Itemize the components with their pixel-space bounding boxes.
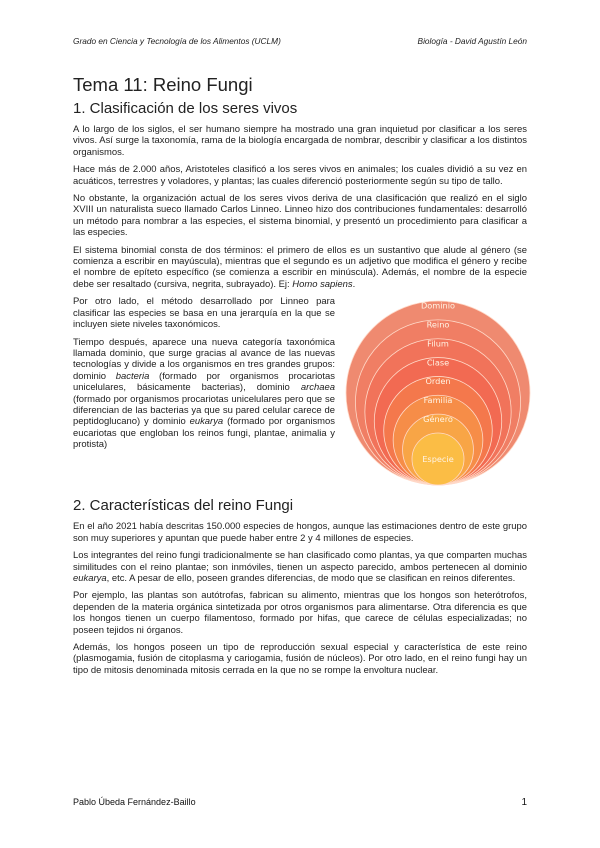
figure-wrap <box>73 296 527 494</box>
level-label-especie: Especie <box>422 454 454 465</box>
page-header <box>73 36 527 50</box>
paragraph: En el año 2021 había descritas 150.000 especies de hongos, aunque las estimaciones dentro de este grupo son muy superiores y apuntan que puede haber entre 2 y 4 millones de especies. <box>73 521 527 544</box>
species-example: Homo sapiens <box>292 278 353 290</box>
paragraph: Hace más de 2.000 años, Aristoteles clasificó a los seres vivos en animales; los cuales dividió a su vez en acuáticos, terrestres y voladores, y plantas; las cuales diferenció posteriormente según su tipo de tallo. <box>73 164 527 187</box>
level-label-reino: Reino <box>426 319 450 330</box>
page-footer <box>73 797 527 813</box>
level-label-dominio: Dominio <box>420 300 456 311</box>
paragraph: Tiempo después, aparece una nueva categoría taxonómica llamada dominio, que surge gracias al avance de las nuevas tecnologías y divide a los organismos en tres grandes grupos: dominio bacteria (formado por organismos procariotas unicelulares, básicamente bacterias), dominio archaea (formado por organismos procariotas unicelulares pero que se diferencian de las bacterias ya que su pared celular carece de peptidoglucano) y dominio eukarya (formado por organismos eucariotas que engloban los reinos fungi, plantae, animalia y protista) <box>73 336 336 451</box>
header-course: Grado en Ciencia y Tecnología de los Alimentos (UCLM) <box>73 36 281 46</box>
domain-eukarya: eukarya <box>189 416 224 428</box>
footer-author: Pablo Úbeda Fernández-Baillo <box>73 797 196 807</box>
level-label-filum: Filum <box>427 338 449 349</box>
page-title: Tema 11: Reino Fungi <box>73 74 253 95</box>
level-label-género: Género <box>423 414 453 425</box>
level-label-orden: Orden <box>425 376 451 387</box>
taxonomy-diagram <box>343 298 533 488</box>
domain-eukarya: eukarya <box>73 572 107 584</box>
paragraph: Además, los hongos poseen un tipo de reproducción sexual especial y característica de este reino (plasmogamia, fusión de citoplasma y cariogamia, fusión de núcleos). Por otro lado, en el reino fungi hay un tipo de mitosis denominada mitosis cerrada en la que no se rompe la envoltura nuclear. <box>73 641 527 676</box>
section-1-heading: 1. Clasificación de los seres vivos <box>73 100 298 117</box>
domain-bacteria: bacteria <box>115 370 150 382</box>
paragraph: A lo largo de los siglos, el ser humano siempre ha mostrado una gran inquietud por clasificar a los seres vivos. Así surge la taxonomía, rama de la biología encargada de nombrar, describir y clasificar a los distintos organismos. <box>73 124 527 158</box>
page-body <box>73 74 527 682</box>
paragraph: Por otro lado, el método desarrollado por Linneo para clasificar las especies se basa en una jerarquía en la que se incluyen siete niveles taxonómicos. <box>73 296 335 331</box>
paragraph: El sistema binomial consta de dos términos: el primero de ellos es un sustantivo que alude al género (se comienza a escribir en mayúscula), mientras que el segundo es un adjetivo que modifica el género y recibe el nombre de epíteto específico (se comienza a escribir en minúscula). Además, el nombre de la especie debe ser resaltado (cursiva, negrita, subrayado). Ej: Homo sapiens. <box>73 244 527 290</box>
page-number: 1 <box>521 797 527 808</box>
paragraph: Los integrantes del reino fungi tradicionalmente se han clasificado como plantas, ya que comparten muchas similitudes con el reino plantae; son inmóviles, tienen un aspecto parecido, ambos pertenecen al dominio eukarya, etc. A pesar de ello, poseen grandes diferencias, de modo que se clasifican en reinos diferentes. <box>73 550 527 584</box>
section-2-heading: 2. Características del reino Fungi <box>73 497 294 515</box>
domain-archaea: archaea <box>300 382 335 394</box>
paragraph: No obstante, la organización actual de los seres vivos deriva de una clasificación que realizó en el siglo XVIII un naturalista sueco llamado Carlos Linneo. Linneo hizo dos contribuciones fundamentales: desarrolló un método para nombrar a las especies, el sistema binomial, y presentó un procedimiento para clasificar a las especies. <box>73 193 527 239</box>
level-label-clase: Clase <box>426 357 450 368</box>
level-label-familia: Familia <box>423 395 453 406</box>
header-subject-author: Biología - David Agustín León <box>417 36 527 46</box>
paragraph-text: El sistema binomial consta de dos términos: el primero de ellos es un sustantivo que alude al género (se comienza a escribir en mayúscula), mientras que el segundo es un adjetivo que modifica el género y recibe el nombre de epíteto específico (se comienza a escribir en minúscula). Además, el nombre de la especie debe ser resaltado (cursiva, negrita, subrayado). Ej: <box>73 244 527 290</box>
paragraph: Por ejemplo, las plantas son autótrofas, fabrican su alimento, mientras que los hongos son heterótrofos, dependen de la materia orgánica sintetizada por otros organismos para alimentarse. Otra diferencia es que los hongos tienen un cuerpo filamentoso, formado por hifas, que carece de células especializadas; no poseen tejidos ni órganos. <box>73 590 527 636</box>
